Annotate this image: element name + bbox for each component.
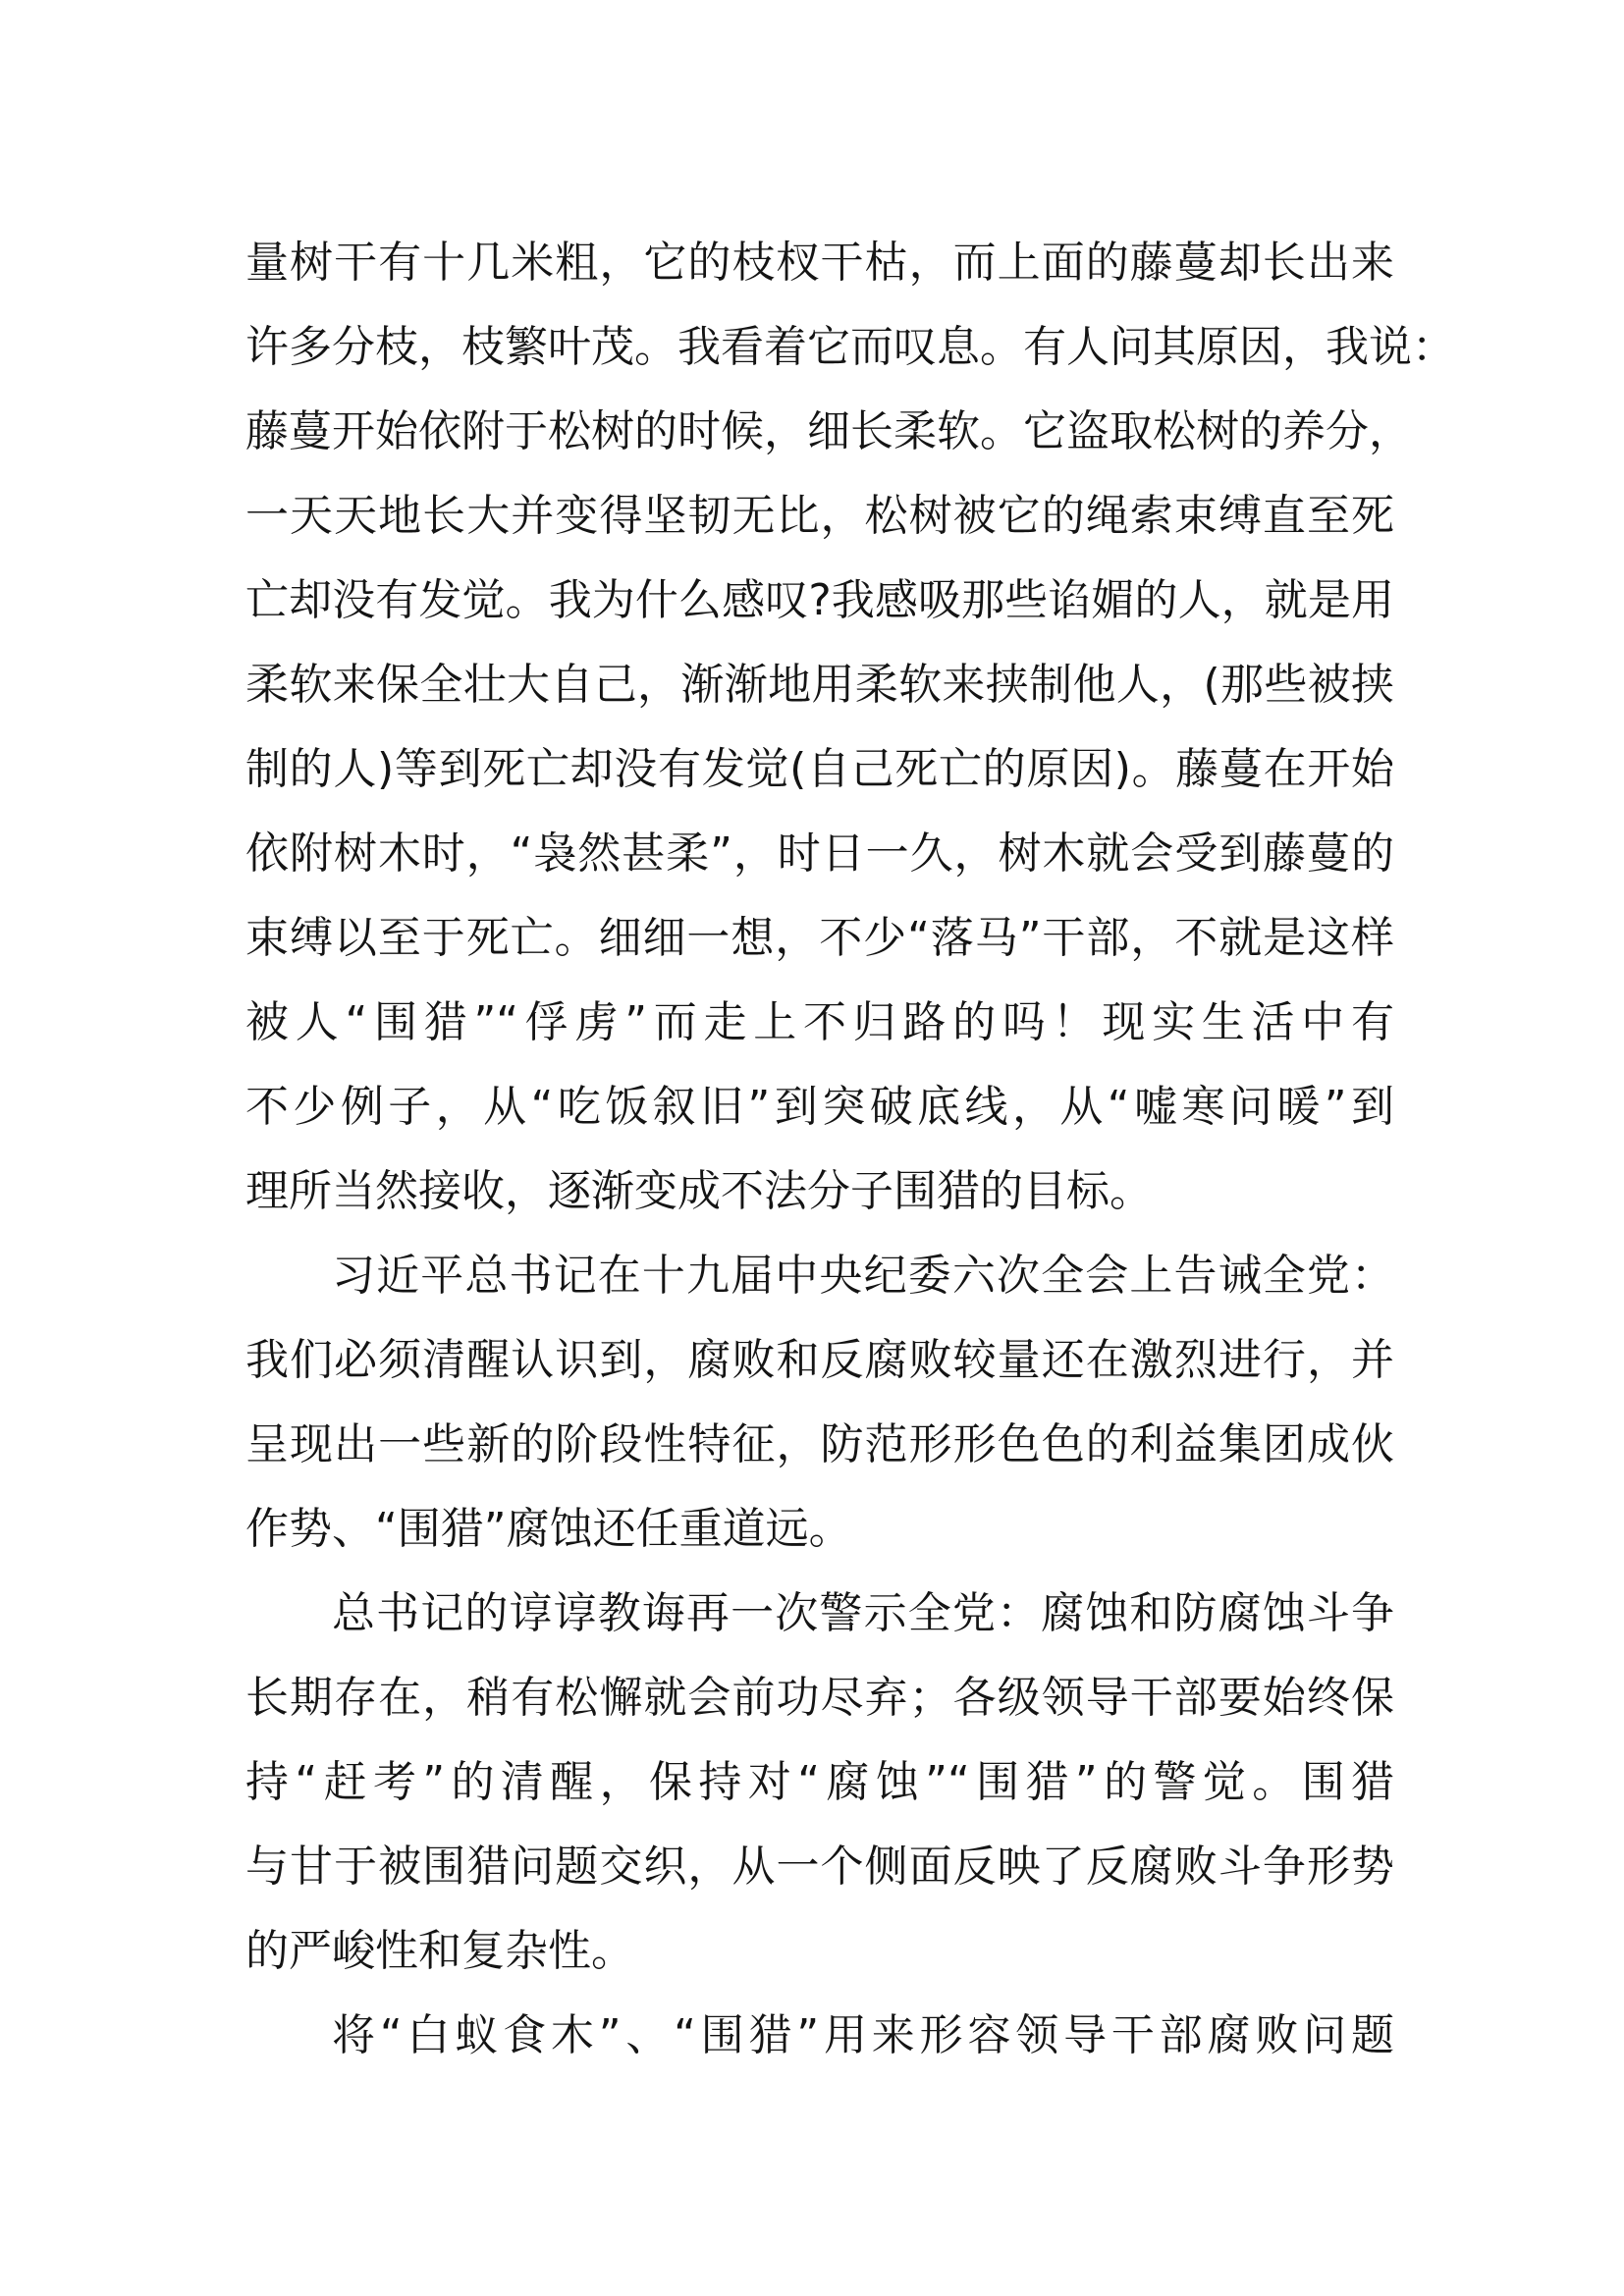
text-line-5: 亡却没有发觉。我为什么感叹?我感吸那些谄媚的人，就是用 <box>245 575 1394 625</box>
text-line-19: 持“赶考”的清醒，保持对“腐蚀”“围猎”的警觉。围猎 <box>245 1757 1394 1807</box>
text-line-6: 柔软来保全壮大自己，渐渐地用柔软来挟制他人，(那些被挟 <box>245 660 1394 710</box>
text-line-12: 理所当然接收，逐渐变成不法分子围猎的目标。 <box>245 1166 1153 1216</box>
text-line-15: 呈现出一些新的阶段性特征，防范形形色色的利益集团成伙 <box>245 1419 1394 1469</box>
text-line-16: 作势、“围猎”腐蚀还任重道远。 <box>245 1504 852 1554</box>
text-line-11: 不少例子，从“吃饭叙旧”到突破底线，从“嘘寒问暖”到 <box>245 1082 1394 1132</box>
text-line-14: 我们必须清醒认识到，腐败和反腐败较量还在激烈进行，并 <box>245 1335 1394 1385</box>
text-line-17: 总书记的谆谆教诲再一次警示全党：腐蚀和防腐蚀斗争 <box>332 1588 1394 1638</box>
text-line-7: 制的人)等到死亡却没有发觉(自己死亡的原因)。藤蔓在开始 <box>245 744 1394 794</box>
text-line-13: 习近平总书记在十九届中央纪委六次全会上告诫全党： <box>332 1251 1394 1301</box>
text-line-21: 的严峻性和复杂性。 <box>245 1926 634 1976</box>
text-line-3: 藤蔓开始依附于松树的时候，细长柔软。它盗取松树的养分， <box>245 406 1412 456</box>
text-line-9: 束缚以至于死亡。细细一想，不少“落马”干部，不就是这样 <box>245 913 1394 963</box>
text-line-22: 将“白蚁食木”、“围猎”用来形容领导干部腐败问题 <box>332 2010 1394 2060</box>
text-line-4: 一天天地长大并变得坚韧无比，松树被它的绳索束缚直至死 <box>245 491 1394 541</box>
text-line-8: 依附树木时，“袅然甚柔”，时日一久，树木就会受到藤蔓的 <box>245 828 1394 879</box>
text-line-10: 被人“围猎”“俘虏”而走上不归路的吗！现实生活中有 <box>245 997 1394 1047</box>
text-line-2: 许多分枝，枝繁叶茂。我看着它而叹息。有人问其原因，我说： <box>245 322 1455 372</box>
text-line-18: 长期存在，稍有松懈就会前功尽弃；各级领导干部要始终保 <box>245 1673 1394 1723</box>
text-line-1: 量树干有十几米粗，它的枝杈干枯，而上面的藤蔓却长出来 <box>245 238 1394 288</box>
text-line-20: 与甘于被围猎问题交织，从一个侧面反映了反腐败斗争形势 <box>245 1842 1394 1892</box>
body-text <box>245 221 1455 2078</box>
